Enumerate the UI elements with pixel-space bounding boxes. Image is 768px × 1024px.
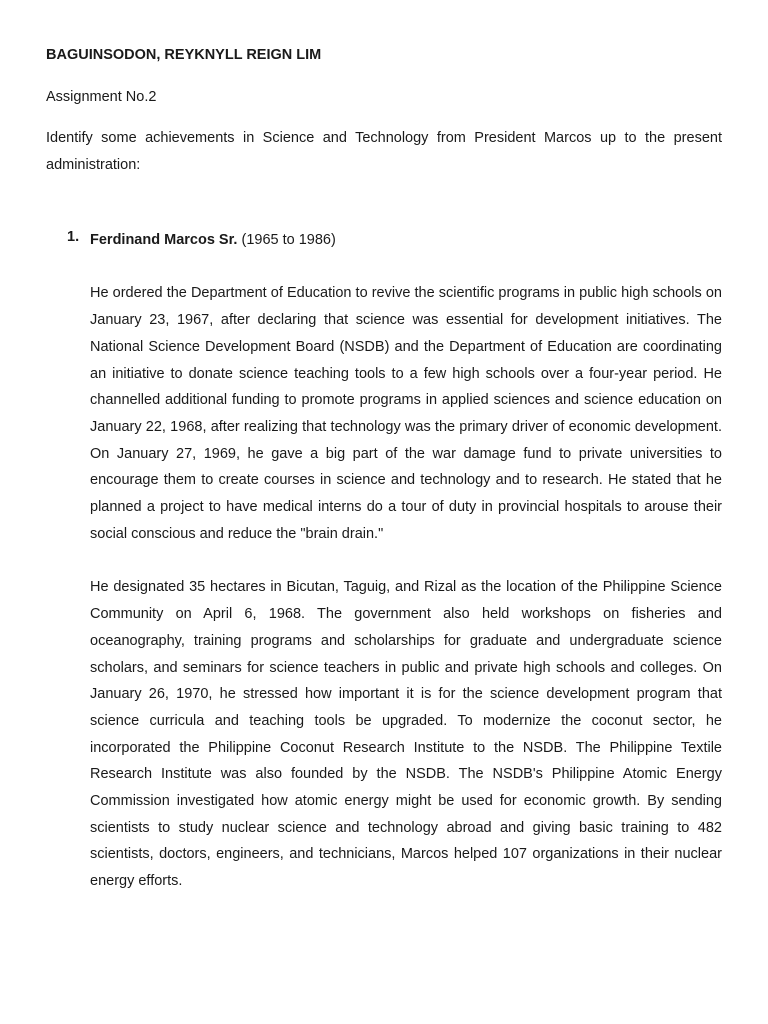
body-paragraph: He designated 35 hectares in Bicutan, Taguig, and Rizal as the location of the Philippine Science Community on April 6, 1968. The government also held workshops on fisheries and oceanography, training programs and scholarships for graduate and undergraduate science scholars, and seminars for science teachers in public and private high schools and colleges. On January 26, 1970, he stressed how important it is for the science development program that science curricula and teaching tools be upgraded. To modernize the coconut sector, he incorporated the Philippine Coconut Research Institute to the NSDB. The Philippine Textile Research Institute was also founded by the NSDB. The NSDB's Philippine Atomic Energy Commission investigated how atomic energy might be used for economic growth. By sending scientists to study nuclear science and technology abroad and giving basic training to 482 scientists, doctors, engineers, and technicians, Marcos helped 107 organizations in their nuclear energy efforts.	[90, 579, 722, 890]
term-years: (1965 to 1986)	[237, 232, 336, 249]
list-item-number: 1.	[67, 229, 80, 246]
president-list	[46, 229, 722, 894]
author-name: BAGUINSODON, REYKNYLL REIGN LIM	[46, 47, 322, 63]
list-item	[46, 229, 722, 894]
assignment-title: Assignment No.2	[46, 89, 157, 105]
list-item-heading	[90, 229, 722, 251]
assignment-prompt: Identify some achievements in Science and Technology from President Marcos up to the present administration:	[46, 130, 722, 173]
body-paragraph: He ordered the Department of Education to revive the scientific programs in public high schools on January 23, 1967, after declaring that science was essential for development initiatives. The National Science Development Board (NSDB) and the Department of Education are coordinating an initiative to donate science teaching tools to a few high schools over a four-year period. He channelled additional funding to promote programs in applied sciences and science education on January 22, 1968, after realizing that technology was the primary driver of economic development. On January 27, 1969, he gave a big part of the war damage fund to private universities to encourage them to create courses in science and technology and to research. He stated that he planned a project to have medical interns do a tour of duty in provincial hospitals to arouse their social conscious and reduce the "brain drain."	[90, 285, 722, 542]
president-name: Ferdinand Marcos Sr.	[90, 232, 238, 249]
